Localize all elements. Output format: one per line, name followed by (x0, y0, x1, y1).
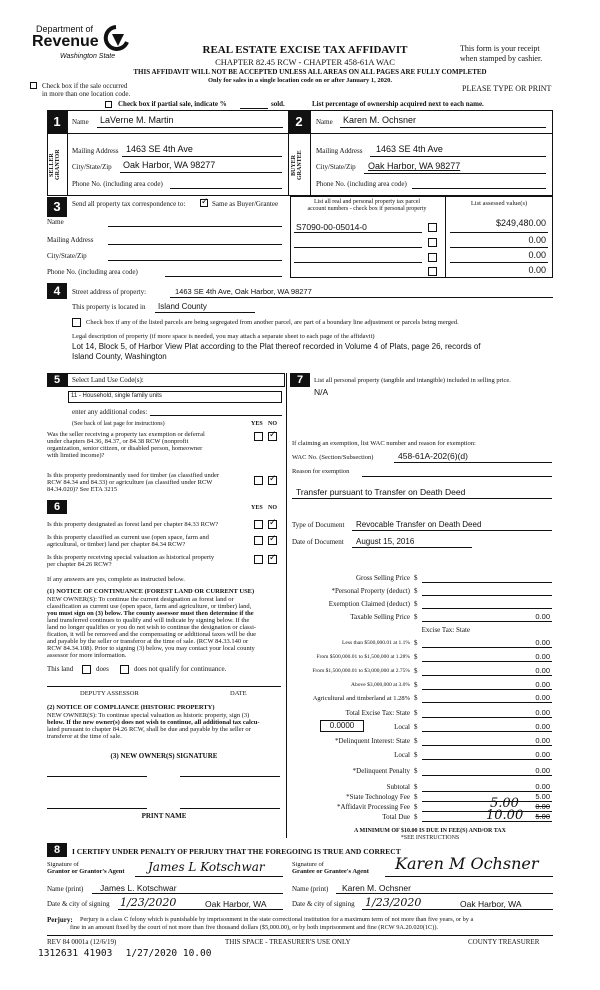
additional-codes-label: enter any additional codes: (72, 408, 148, 416)
section-5-number: 5 (47, 373, 67, 387)
dept-line-1: Department of (36, 24, 94, 34)
dollar-sign: $ (414, 737, 418, 745)
tax-row-value[interactable]: 0.00 (535, 802, 550, 811)
tax-row-value[interactable]: 0.00 (535, 766, 550, 775)
dollar-sign: $ (414, 681, 418, 689)
print-name-field-1[interactable] (47, 808, 147, 809)
same-as-buyer-label: Same as Buyer/Grantee (212, 200, 279, 208)
grantor-name-print[interactable]: James L. Kotschwar (100, 883, 177, 893)
document-date-label: Date of Document (292, 538, 344, 546)
tax-row-label: *Affidavit Processing Fee (337, 803, 410, 811)
dollar-sign: $ (414, 751, 418, 759)
buyer-name-label: Name (316, 118, 333, 126)
seller-grantor-label: SELLER GRANTOR (49, 149, 61, 181)
q1-line-3: organization, senior citizen, or disabled person, homeowner (47, 445, 203, 452)
receipt-note-1: This form is your receipt (460, 44, 540, 53)
notice-2-line: transferor at the time of sale. (47, 733, 122, 740)
send-name-field[interactable] (108, 226, 282, 227)
personal-property-checkbox[interactable] (428, 223, 437, 232)
see-instructions-note: *SEE INSTRUCTIONS (400, 835, 460, 841)
seller-city[interactable]: Oak Harbor, WA 98277 (123, 160, 216, 170)
notice-1-line: fication, it will be removed and the compensating or additional taxes will be due (47, 631, 257, 638)
multi-location-checkbox[interactable] (30, 82, 37, 89)
land-use-value: 11 - Household, single family units (71, 393, 162, 399)
assessed-value[interactable]: 0.00 (528, 265, 546, 275)
dollar-sign: $ (414, 803, 418, 811)
partial-percent-field[interactable] (240, 108, 268, 109)
handwritten-processing-fee: 5.00 (490, 796, 519, 811)
grantor-signing-date[interactable]: 1/23/2020 (120, 896, 177, 909)
current-use-yes-checkbox[interactable] (254, 536, 263, 545)
dollar-sign: $ (414, 653, 418, 661)
legal-description-line-2[interactable]: Island County, Washington (72, 352, 167, 361)
tax-row-value[interactable]: 0.00 (535, 638, 550, 647)
personal-property-checkbox[interactable] (428, 253, 437, 262)
new-owner-signature-label: (3) NEW OWNER(S) SIGNATURE (110, 752, 218, 760)
buyer-grantee-label: BUYER GRANTEE (291, 150, 303, 180)
this-land-label: This land (47, 665, 74, 673)
does-not-qualify-checkbox[interactable] (120, 665, 129, 674)
parcel-header-2: account numbers - check box if personal property (307, 206, 427, 212)
dollar-sign: $ (414, 767, 418, 775)
send-mailing-label: Mailing Address (47, 236, 94, 244)
tax-row-value[interactable]: 0.00 (535, 680, 550, 689)
section-7-number: 7 (290, 373, 310, 387)
assessed-value[interactable]: 0.00 (528, 250, 546, 260)
dollar-sign: $ (414, 813, 418, 821)
tax-row-label: *Delinquent Interest: State (334, 737, 410, 745)
tax-row-value[interactable]: 0.00 (535, 666, 550, 675)
tax-row-label: *Delinquent Penalty (352, 767, 410, 775)
send-mailing-field[interactable] (108, 244, 282, 245)
assessed-value[interactable]: $249,480.00 (495, 218, 546, 228)
document-date[interactable]: August 15, 2016 (356, 537, 415, 546)
tax-row-label: From $1,500,000.01 to $3,000,000 at 2.75% (312, 668, 410, 674)
grantee-signing-city[interactable]: Oak Harbor, WA (460, 899, 522, 909)
personal-property-value[interactable]: N/A (314, 387, 329, 397)
parcel-header-1: List all real and personal property tax parcel (313, 199, 421, 205)
if-any-note: If any answers are yes, complete as instructed below. (47, 576, 185, 583)
tax-row-label: *State Technology Fee (346, 793, 410, 801)
land-use-label: Select Land Use Code(s): (72, 376, 144, 384)
seller-mailing-label: Mailing Address (72, 147, 119, 155)
treasurer-space-label: THIS SPACE - TREASURER'S USE ONLY (225, 938, 351, 946)
street-address[interactable]: 1463 SE 4th Ave, Oak Harbor, WA 98277 (175, 287, 312, 296)
parcel-account[interactable]: S7090-00-05014-0 (296, 222, 367, 232)
section-1-number: 1 (47, 110, 67, 133)
deputy-date-label: DATE (230, 690, 247, 697)
no-header: NO (268, 421, 277, 427)
tax-row-value[interactable]: 0.00 (535, 708, 550, 717)
grantee-name-print-label: Name (print) (292, 885, 329, 893)
q1-line-2: under chapters 84.36, 84.37, or 84.38 RCW (nonprofit (47, 438, 189, 445)
form-subtitle: CHAPTER 82.45 RCW - CHAPTER 458-61A WAC (215, 57, 395, 67)
dor-logo-icon (102, 24, 130, 54)
tax-row-label: Total Excise Tax: State (345, 709, 410, 717)
segregated-checkbox[interactable] (72, 318, 81, 327)
historic-yes-checkbox[interactable] (254, 555, 263, 564)
document-type[interactable]: Revocable Transfer on Death Deed (356, 520, 482, 529)
notice-2-line: NEW OWNER(S): To continue special valuation as historic property, sign (3) (47, 712, 250, 719)
tax-row-value[interactable]: 0.00 (535, 736, 550, 745)
legal-description-line-1[interactable]: Lot 14, Block 5, of Harbor View Plat according to the Plat thereof recorded in Volume 4 of Plats, page 26, records of (72, 342, 481, 351)
new-owner-signature-field-2[interactable] (180, 776, 280, 777)
grantor-name-print-label: Name (print) (47, 885, 84, 893)
current-use-line-1: Is this property classified as current use (open space, farm and (47, 534, 209, 541)
yes-header: YES (251, 421, 263, 427)
seller-phone-field[interactable] (170, 188, 282, 189)
multi-location-label-2: in more than one location code. (42, 90, 131, 98)
treasurer-stamp: 1312631 41903 1/27/2020 10.00 (38, 948, 220, 959)
grantee-signature-label-1: Signature of (292, 861, 324, 868)
send-name-label: Name (47, 218, 64, 226)
dollar-sign: $ (414, 600, 418, 608)
current-use-line-2: agricultural, or timber) land per chapter 84.34 RCW? (47, 541, 186, 548)
personal-property-label: List all personal property (tangible and intangible) included in selling price. (314, 377, 511, 384)
notice-2-line: lated pursuant to chapter 84.26 RCW, shall be due and payable by the seller or (47, 726, 251, 733)
notice-2-line: below. If the new owner(s) does not wish to continue, all additional tax calcu- (47, 719, 260, 726)
legal-description-label: Legal description of property (if more space is needed, you may attach a separate sheet to each page of the affidavit) (72, 333, 375, 340)
tax-row-label: Above $3,000,000 at 3.0% (351, 682, 410, 688)
notice-1-line: land transferred continues to qualify and will indicate by signing below. If the (47, 617, 250, 624)
current-use-no-checkbox[interactable] (268, 536, 277, 545)
notice-1-line: assessor for more information. (47, 652, 127, 659)
send-correspondence-label: Send all property tax correspondence to: (72, 200, 186, 208)
grantor-signature[interactable]: James L Kotschwar (148, 860, 265, 874)
dollar-sign: $ (414, 667, 418, 675)
does-not-label: does not qualify for continuance. (134, 665, 227, 673)
q1-line-4: with limited income)? (47, 452, 105, 459)
buyer-mailing-label: Mailing Address (316, 147, 363, 155)
tax-row-value[interactable]: 0.00 (535, 782, 550, 791)
notice-1-line: NEW OWNER(S): To continue the current designation as forest land or (47, 596, 234, 603)
grantor-date-city-label: Date & city of signing (47, 900, 110, 908)
local-rate: 0.0000 (329, 721, 355, 730)
dollar-sign: $ (414, 783, 418, 791)
section-4-number: 4 (47, 283, 67, 299)
reason-label: Reason for exemption (292, 468, 350, 475)
seller-mailing[interactable]: 1463 SE 4th Ave (126, 144, 193, 154)
tax-row-label: Gross Selling Price (355, 574, 410, 582)
seller-phone-label: Phone No. (including area code) (72, 180, 163, 188)
buyer-mailing[interactable]: 1463 SE 4th Ave (376, 144, 443, 154)
dollar-sign: $ (414, 587, 418, 595)
segregated-label: Check box if any of the listed parcels are being segregated from another parcel, are part of a boundary line adjustment or parcels being merged. (86, 319, 459, 326)
dollar-sign: $ (414, 694, 418, 702)
personal-property-checkbox[interactable] (428, 267, 437, 276)
historic-no-checkbox[interactable] (268, 555, 277, 564)
only-for-note: Only for sales in a single location code on or after January 1, 2020. (208, 77, 392, 84)
county-treasurer-label: COUNTY TREASURER (468, 938, 540, 946)
parcel-rows (294, 218, 548, 282)
q1-line-1: Was the seller receiving a property tax exemption or deferral (47, 431, 205, 438)
seller-city-label: City/State/Zip (72, 163, 112, 171)
dor-logo (32, 18, 142, 68)
dollar-sign: $ (414, 709, 418, 717)
print-name-field-2[interactable] (180, 808, 280, 809)
notice-1-line: classification as current use (open space, farm and agriculture, or timber) land, (47, 603, 252, 610)
grantor-signature-label-1: Signature of (47, 861, 79, 868)
grantee-signing-date[interactable]: 1/23/2020 (365, 896, 422, 909)
assessed-value[interactable]: 0.00 (528, 235, 546, 245)
ownership-note: List percentage of ownership acquired next to each name. (312, 100, 484, 108)
buyer-city[interactable]: Oak Harbor, WA 98277 (368, 161, 461, 171)
send-city-field[interactable] (108, 260, 282, 261)
tax-row-value[interactable]: 0.00 (535, 693, 550, 702)
tax-row-value[interactable]: 0.00 (535, 612, 550, 621)
form-warning: THIS AFFIDAVIT WILL NOT BE ACCEPTED UNLESS ALL AREAS ON ALL PAGES ARE FULLY COMPLETED (133, 68, 487, 76)
q2-line-2: RCW 84.34 and 84.33) or agriculture (as classified under RCW (47, 479, 213, 486)
grantee-signature[interactable]: Karen M Ochsner (395, 854, 539, 873)
print-name-label: PRINT NAME (141, 812, 187, 820)
forest-no-checkbox[interactable] (268, 520, 277, 529)
perjury-line-1: Perjury is a class C felony which is punishable by imprisonment in the state correctional institution for a maximum term of not more than five years, or by a (80, 916, 474, 923)
section-6-no-header: NO (268, 505, 277, 511)
tax-row-label: Exemption Claimed (deduct) (328, 600, 410, 608)
dept-line-3: Washington State (60, 53, 116, 60)
new-owner-signature-field-1[interactable] (47, 776, 147, 777)
tax-row-label: Agricultural and timberland at 1.28% (312, 695, 410, 702)
exemption-reason[interactable]: Transfer pursuant to Transfer on Death Deed (296, 487, 466, 497)
tax-row-label: Taxable Selling Price (350, 613, 410, 621)
personal-property-checkbox[interactable] (428, 238, 437, 247)
does-label: does (96, 665, 109, 673)
tax-row-label: From $500,000.01 to $1,500,000 at 1.28% (316, 654, 410, 660)
dollar-sign: $ (414, 574, 418, 582)
handwritten-total-due: 10.00 (486, 808, 524, 823)
assessed-header: List assessed value(s) (470, 200, 528, 207)
tax-row-label: *Personal Property (deduct) (331, 587, 410, 595)
wac-label: WAC No. (Section/Subsection) (292, 454, 374, 461)
q2-yes-checkbox[interactable] (254, 476, 263, 485)
q1-yes-checkbox[interactable] (254, 432, 263, 441)
partial-sold-label: sold. (271, 100, 285, 108)
notice-1-title: (1) NOTICE OF CONTINUANCE (FOREST LAND OR CURRENT USE) (47, 588, 255, 595)
seller-name-label: Name (72, 118, 89, 126)
notice-2-title: (2) NOTICE OF COMPLIANCE (HISTORIC PROPERTY) (47, 704, 215, 711)
multi-location-label-1: Check box if the sale occurred (42, 82, 128, 90)
located-in-label: This property is located in (72, 303, 146, 311)
section-2-number: 2 (288, 110, 310, 133)
notice-1-line: and payable by the seller or transferor at the time of sale. (RCW 84.33.140 or (47, 638, 249, 645)
perjury-line-2: fine in an amount fixed by the court of not more than five thousand dollars ($5,000.00), or by both imprisonment and fine (RCW 9A.20.020(1C)). (70, 924, 439, 931)
grantee-date-city-label: Date & city of signing (292, 900, 355, 908)
tax-row-value[interactable]: 0.00 (535, 722, 550, 731)
historic-line-2: per chapter 84.26 RCW? (47, 561, 112, 568)
tax-row-value[interactable]: 5.00 (535, 792, 550, 801)
dept-line-2: Revenue (32, 33, 99, 50)
deputy-assessor-label: DEPUTY ASSESSOR (80, 690, 139, 697)
forest-yes-checkbox[interactable] (254, 520, 263, 529)
wac-number[interactable]: 458-61A-202(6)(d) (398, 451, 468, 461)
partial-sale-label: Check box if partial sale, indicate % (118, 100, 227, 108)
street-address-label: Street address of property: (72, 288, 147, 296)
q1-no-checkbox[interactable] (268, 432, 277, 441)
dollar-sign: $ (414, 613, 418, 621)
dollar-sign: $ (414, 793, 418, 801)
section-6-number: 6 (47, 500, 67, 514)
notice-1-line: land no longer qualifies or you do not wish to continue the designation or classi- (47, 624, 257, 631)
perjury-label: Perjury: (47, 916, 73, 924)
historic-line-1: Is this property receiving special valuation as historical property (47, 554, 215, 561)
same-as-buyer-checkbox[interactable] (200, 199, 208, 207)
send-phone-label: Phone No. (including area code) (47, 268, 138, 276)
print-note: PLEASE TYPE OR PRINT (462, 84, 552, 93)
send-phone-field[interactable] (165, 276, 282, 277)
grantor-signing-city[interactable]: Oak Harbor, WA (205, 899, 267, 909)
form-revision: REV 84 0001a (12/6/19) (47, 938, 117, 946)
buyer-name[interactable]: Karen M. Ochsner (343, 115, 417, 125)
form-title: REAL ESTATE EXCISE TAX AFFIDAVIT (202, 44, 408, 56)
grantor-signature-label-2: Grantor or Grantor's Agent (47, 868, 125, 875)
grantee-signature-label-2: Grantee or Grantee's Agent (292, 868, 369, 875)
section-3-number: 3 (47, 197, 67, 217)
tax-row-value[interactable]: 5.00 (535, 812, 550, 821)
see-back-note: (See back of last page for instructions) (72, 421, 165, 427)
grantee-name-print[interactable]: Karen M. Ochsner (342, 883, 411, 893)
tax-row-label: Less than $500,000.01 at 1.1% (342, 640, 410, 646)
document-type-label: Type of Document (292, 521, 345, 529)
certify-statement: I CERTIFY UNDER PENALTY OF PERJURY THAT THE FOREGOING IS TRUE AND CORRECT (72, 847, 401, 856)
tax-row-value[interactable]: 0.00 (535, 750, 550, 759)
send-city-label: City/State/Zip (47, 252, 87, 260)
tax-row-label: Local (394, 751, 410, 759)
additional-codes-field[interactable] (150, 415, 282, 416)
notice-1-line: RCW 84.34.108). Prior to signing (3) below, you may contact your local county (47, 645, 255, 652)
section-8-number: 8 (47, 843, 67, 857)
seller-name[interactable]: LaVerne M. Martin (100, 115, 174, 125)
receipt-note-2: when stamped by cashier. (460, 54, 543, 63)
buyer-phone-field[interactable] (412, 188, 546, 189)
dollar-sign: $ (414, 723, 418, 731)
q2-no-checkbox[interactable] (268, 476, 277, 485)
tax-row-label: Subtotal (386, 783, 410, 791)
tax-row-label: Excise Tax: State (421, 626, 470, 634)
partial-sale-checkbox[interactable] (105, 101, 112, 108)
deputy-assessor-field[interactable] (47, 686, 281, 687)
q2-line-3: 84.34.020)? See ETA 3215 (47, 486, 118, 493)
buyer-city-label: City/State/Zip (316, 163, 356, 171)
notice-1-line: you must sign on (3) below. The county assessor must then determine if the (47, 610, 254, 617)
tax-row-label: Total Due (382, 813, 410, 821)
exemption-label: If claiming an exemption, list WAC number and reason for exemption: (292, 440, 476, 447)
minimum-due-note: A MINIMUM OF $10.00 IS DUE IN FEE(S) AND/OR TAX (354, 828, 506, 834)
q2-line-1: Is this property predominantly used for timber (as classified under (47, 472, 220, 479)
buyer-phone-label: Phone No. (including area code) (316, 180, 407, 188)
tax-calculation (290, 574, 558, 824)
tax-row-label: Local (394, 723, 410, 731)
forest-question: Is this property designated as forest land per chapter 84.33 RCW? (47, 521, 219, 528)
county[interactable]: Island County (158, 302, 207, 311)
section-6-yes-header: YES (251, 505, 263, 511)
dollar-sign: $ (414, 639, 418, 647)
does-qualify-checkbox[interactable] (82, 665, 91, 674)
tax-row-value[interactable]: 0.00 (535, 652, 550, 661)
